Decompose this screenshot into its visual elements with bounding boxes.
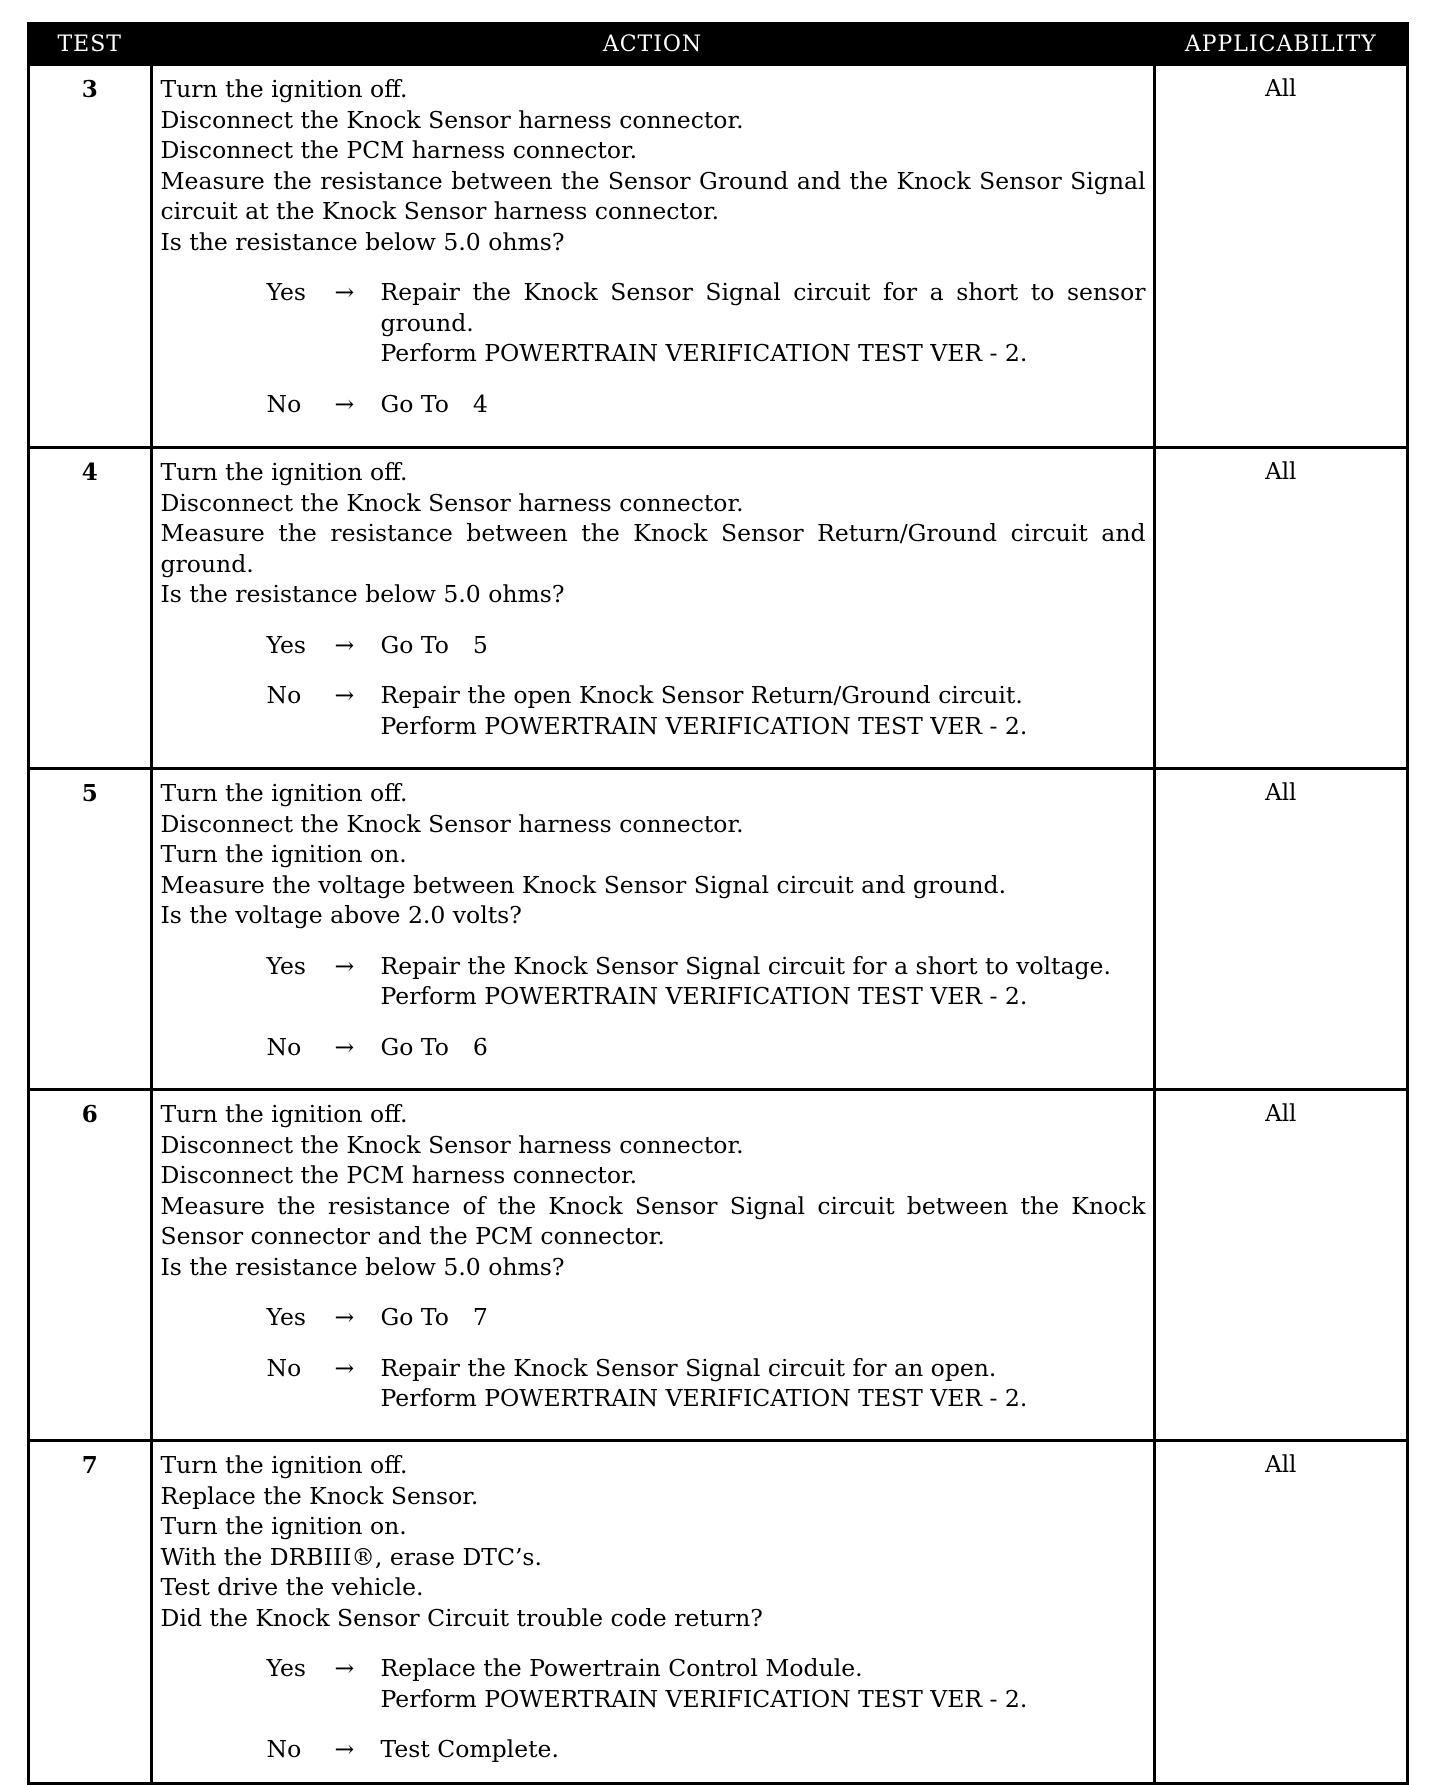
action-step: Disconnect the Knock Sensor harness connector. xyxy=(160,488,744,517)
action-step: Turn the ignition on. xyxy=(160,1512,407,1540)
result-line xyxy=(381,680,1146,711)
action-step: Is the resistance below 5.0 ohms? xyxy=(160,580,565,608)
yes-outcome xyxy=(161,1653,1146,1714)
diagnostic-test-table xyxy=(27,22,1409,1785)
result-text: Test Complete. xyxy=(380,1735,559,1763)
result-text: Perform POWERTRAIN VERIFICATION TEST VER - 2. xyxy=(380,1684,1028,1713)
result-line xyxy=(381,951,1146,982)
result-line xyxy=(381,1383,1146,1414)
yes-outcome xyxy=(161,951,1146,1012)
no-result xyxy=(381,1353,1146,1414)
yes-result xyxy=(381,1302,1146,1333)
yes-label: Yes xyxy=(266,278,306,306)
result-text: Repair the open Knock Sensor Return/Ground circuit. xyxy=(380,681,1023,709)
test-number: 5 xyxy=(30,769,151,1090)
result-text: Go To xyxy=(380,630,449,659)
action-step: Is the resistance below 5.0 ohms? xyxy=(160,227,565,256)
action-cell xyxy=(151,769,1154,1090)
no-outcome xyxy=(161,680,1146,741)
yes-result xyxy=(381,1653,1146,1714)
result-text: Go To xyxy=(380,1303,449,1331)
yes-label: Yes xyxy=(266,1654,306,1682)
right-arrow-icon: → xyxy=(334,1032,355,1061)
table-row xyxy=(30,769,1406,1090)
yes-label: Yes xyxy=(266,1303,306,1331)
applicability: All xyxy=(1154,65,1406,448)
no-label: No xyxy=(266,1353,302,1382)
action-cell xyxy=(151,1441,1154,1783)
result-line xyxy=(381,711,1146,742)
action-cell xyxy=(151,65,1154,448)
result-line xyxy=(381,389,1146,420)
no-outcome xyxy=(161,1734,1146,1765)
action-step: Turn the ignition off. xyxy=(160,779,408,807)
action-step: Turn the ignition off. xyxy=(160,1451,408,1479)
table-row xyxy=(30,1090,1406,1441)
result-text: Repair the Knock Sensor Signal circuit for a short to sensor ground. xyxy=(380,278,1146,337)
applicability: All xyxy=(1154,1441,1406,1783)
action-step: Measure the resistance of the Knock Sensor Signal circuit between the Knock Sensor connector and the PCM connector. xyxy=(160,1191,1146,1250)
result-line xyxy=(381,1734,1146,1765)
right-arrow-icon: → xyxy=(334,1303,355,1331)
test-number: 4 xyxy=(30,448,151,769)
action-step: Measure the voltage between Knock Sensor Signal circuit and ground. xyxy=(160,870,1007,899)
action-step: Disconnect the Knock Sensor harness connector. xyxy=(160,809,744,838)
action-step: Turn the ignition off. xyxy=(160,458,408,486)
test-table xyxy=(30,25,1406,1782)
action-step: Measure the resistance between the Sensor Ground and the Knock Sensor Signal circuit at the Knock Sensor harness connector. xyxy=(160,166,1146,225)
right-arrow-icon: → xyxy=(334,951,355,980)
yes-label: Yes xyxy=(266,951,306,980)
yes-result xyxy=(381,630,1146,661)
no-outcome xyxy=(161,389,1146,420)
right-arrow-icon: → xyxy=(334,1735,355,1763)
header-row xyxy=(30,25,1406,65)
action-step: Disconnect the PCM harness connector. xyxy=(160,136,638,164)
result-text: Perform POWERTRAIN VERIFICATION TEST VER - 2. xyxy=(380,1384,1028,1412)
result-line xyxy=(381,630,1146,661)
result-line xyxy=(381,1684,1146,1715)
right-arrow-icon: → xyxy=(334,278,355,306)
action-step: Turn the ignition off. xyxy=(160,1100,408,1128)
yes-result xyxy=(381,277,1146,369)
yes-result xyxy=(381,951,1146,1012)
yes-outcome xyxy=(161,277,1146,369)
result-text: Repair the Knock Sensor Signal circuit for an open. xyxy=(380,1353,997,1382)
action-step: Is the voltage above 2.0 volts? xyxy=(160,901,522,929)
yes-label: Yes xyxy=(266,630,306,659)
result-line xyxy=(381,981,1146,1012)
result-text: Perform POWERTRAIN VERIFICATION TEST VER - 2. xyxy=(380,711,1028,740)
action-step: Replace the Knock Sensor. xyxy=(160,1481,479,1510)
no-label: No xyxy=(266,681,302,709)
applicability: All xyxy=(1154,769,1406,1090)
result-text: Go To xyxy=(380,1032,449,1061)
no-label: No xyxy=(266,1735,302,1763)
no-result xyxy=(381,1032,1146,1063)
goto-test-number: 7 xyxy=(472,1303,488,1331)
test-number: 6 xyxy=(30,1090,151,1441)
header-action: ACTION xyxy=(151,25,1154,65)
table-row xyxy=(30,448,1406,769)
result-text: Replace the Powertrain Control Module. xyxy=(380,1654,863,1682)
right-arrow-icon: → xyxy=(334,681,355,709)
goto-test-number: 6 xyxy=(472,1032,488,1061)
no-result xyxy=(381,680,1146,741)
test-number: 7 xyxy=(30,1441,151,1783)
result-text: Perform POWERTRAIN VERIFICATION TEST VER - 2. xyxy=(380,339,1028,367)
result-line xyxy=(381,338,1146,369)
header-applicability: APPLICABILITY xyxy=(1154,25,1406,65)
action-cell xyxy=(151,448,1154,769)
goto-test-number: 4 xyxy=(472,389,488,418)
result-line xyxy=(381,1032,1146,1063)
action-step: Turn the ignition off. xyxy=(160,75,408,103)
action-step: Measure the resistance between the Knock Sensor Return/Ground circuit and ground. xyxy=(160,519,1146,578)
no-result xyxy=(381,389,1146,420)
action-step: Did the Knock Sensor Circuit trouble code return? xyxy=(160,1603,763,1632)
right-arrow-icon: → xyxy=(334,630,355,659)
no-label: No xyxy=(266,1032,302,1061)
result-text: Perform POWERTRAIN VERIFICATION TEST VER - 2. xyxy=(380,982,1028,1010)
no-label: No xyxy=(266,389,302,418)
action-step: With the DRBIII®, erase DTC’s. xyxy=(160,1542,542,1571)
result-line xyxy=(381,277,1146,338)
result-line xyxy=(381,1653,1146,1684)
table-row xyxy=(30,65,1406,448)
result-line xyxy=(381,1302,1146,1333)
table-row xyxy=(30,1441,1406,1783)
action-step: Is the resistance below 5.0 ohms? xyxy=(160,1252,565,1281)
action-cell xyxy=(151,1090,1154,1441)
yes-outcome xyxy=(161,630,1146,661)
no-outcome xyxy=(161,1032,1146,1063)
action-step: Disconnect the PCM harness connector. xyxy=(160,1161,638,1189)
yes-outcome xyxy=(161,1302,1146,1333)
right-arrow-icon: → xyxy=(334,389,355,418)
goto-test-number: 5 xyxy=(472,630,488,659)
applicability: All xyxy=(1154,1090,1406,1441)
header-test: TEST xyxy=(30,25,151,65)
action-step: Disconnect the Knock Sensor harness connector. xyxy=(160,105,744,134)
action-step: Disconnect the Knock Sensor harness connector. xyxy=(160,1130,744,1159)
applicability: All xyxy=(1154,448,1406,769)
no-result xyxy=(381,1734,1146,1765)
no-outcome xyxy=(161,1353,1146,1414)
result-text: Go To xyxy=(380,389,449,418)
result-text: Repair the Knock Sensor Signal circuit for a short to voltage. xyxy=(380,951,1111,980)
right-arrow-icon: → xyxy=(334,1353,355,1382)
result-line xyxy=(381,1353,1146,1384)
action-step: Test drive the vehicle. xyxy=(160,1573,424,1601)
action-step: Turn the ignition on. xyxy=(160,840,407,868)
test-number: 3 xyxy=(30,65,151,448)
right-arrow-icon: → xyxy=(334,1654,355,1682)
table-body xyxy=(30,65,1406,1783)
